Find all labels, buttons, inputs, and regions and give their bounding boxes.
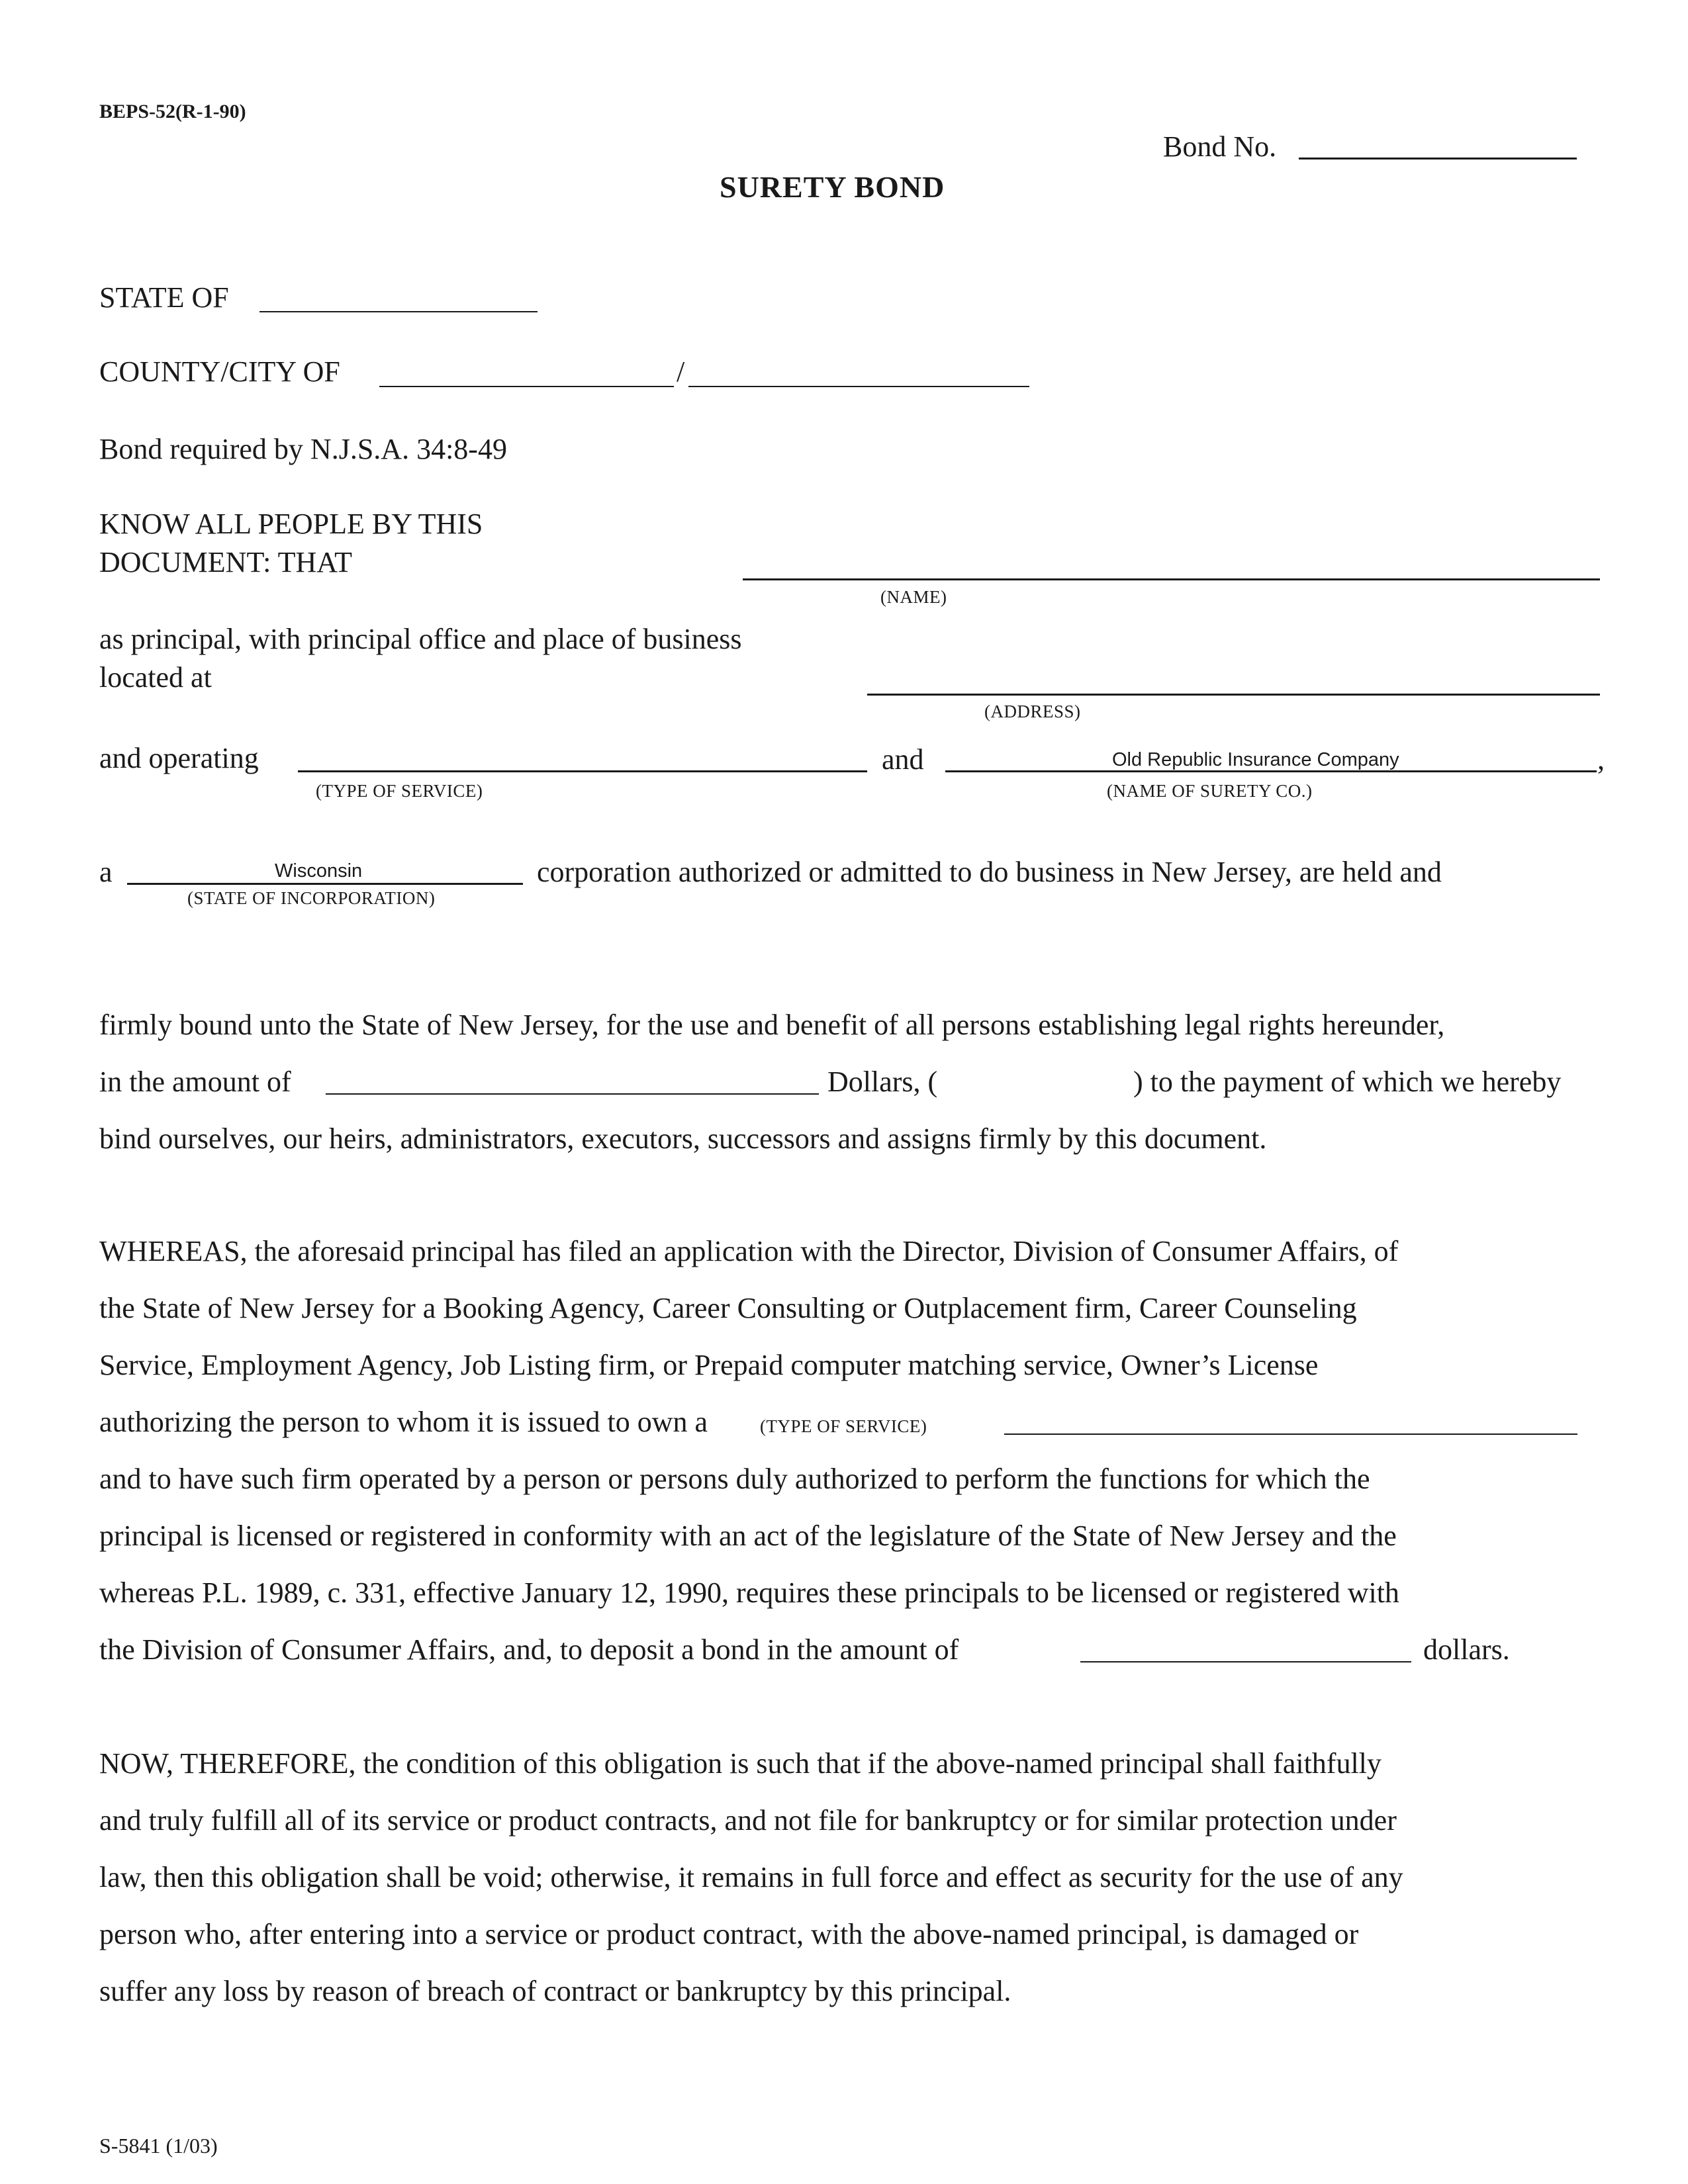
state-label: STATE OF — [99, 281, 229, 314]
para3-line3: law, then this obligation shall be void; otherwise, it remains in full force and effect as security for the use of any — [99, 1861, 1403, 1893]
para3-line1: NOW, THEREFORE, the condition of this obligation is such that if the above-named principal shall faithfully — [99, 1747, 1382, 1780]
para2-line3: Service, Employment Agency, Job Listing firm, or Prepaid computer matching service, Owner’s License — [99, 1349, 1319, 1381]
page-title: SURETY BOND — [720, 170, 945, 204]
license-type-field[interactable] — [1004, 1433, 1577, 1435]
para2-line7: whereas P.L. 1989, c. 331, effective January 12, 1990, requires these principals to be licensed or registered with — [99, 1576, 1399, 1609]
principal-name-field[interactable] — [743, 578, 1600, 580]
type-of-service-caption: (TYPE OF SERVICE) — [316, 781, 483, 801]
para3-line2: and truly fulfill all of its service or product contracts, and not file for bankruptcy or for similar protection under — [99, 1804, 1397, 1837]
know-all-line2: DOCUMENT: THAT — [99, 546, 352, 578]
principal-line2: located at — [99, 661, 212, 694]
para1-line3: bind ourselves, our heirs, administrators, executors, successors and assigns firmly by this document. — [99, 1122, 1267, 1155]
principal-line1: as principal, with principal office and place of business — [99, 623, 742, 655]
para2-line6: principal is licensed or registered in conformity with an act of the legislature of the State of New Jersey and the — [99, 1520, 1397, 1552]
name-caption: (NAME) — [880, 587, 947, 607]
bond-amount-words-field[interactable] — [326, 1093, 819, 1095]
county-label: COUNTY/CITY OF — [99, 355, 340, 388]
state-incorporation-caption: (STATE OF INCORPORATION) — [187, 888, 436, 908]
city-field[interactable] — [688, 386, 1029, 387]
bond-no-field[interactable] — [1299, 158, 1577, 159]
form-code: BEPS-52(R-1-90) — [99, 101, 246, 122]
para2-line5: and to have such firm operated by a person or persons duly authorized to perform the functions for which the — [99, 1463, 1370, 1495]
county-separator: / — [677, 355, 685, 388]
surety-name-value: Old Republic Insurance Company — [1112, 749, 1399, 770]
bond-required-text: Bond required by N.J.S.A. 34:8-49 — [99, 433, 507, 465]
address-caption: (ADDRESS) — [984, 702, 1081, 721]
footer-form-number: S-5841 (1/03) — [99, 2134, 218, 2158]
type-of-service-field[interactable] — [298, 770, 867, 772]
para2-type-of-service-caption: (TYPE OF SERVICE) — [760, 1416, 927, 1436]
principal-address-field[interactable] — [867, 694, 1600, 696]
trailing-comma: , — [1597, 743, 1605, 776]
para1-line2-a: in the amount of — [99, 1066, 291, 1098]
and-label: and — [882, 743, 924, 776]
para2-line4-a: authorizing the person to whom it is issued to own a — [99, 1406, 708, 1438]
a-label: a — [99, 856, 113, 888]
state-field[interactable] — [259, 311, 538, 312]
county-field[interactable] — [379, 386, 674, 387]
know-all-line1: KNOW ALL PEOPLE BY THIS — [99, 508, 483, 540]
operating-label: and operating — [99, 742, 259, 774]
para2-line2: the State of New Jersey for a Booking Agency, Career Consulting or Outplacement firm, Career Counseling — [99, 1292, 1357, 1324]
para1-line1: firmly bound unto the State of New Jersey, for the use and benefit of all persons establishing legal rights hereunder, — [99, 1009, 1445, 1041]
state-incorporation-field[interactable] — [127, 883, 523, 885]
para3-line5: suffer any loss by reason of breach of contract or bankruptcy by this principal. — [99, 1975, 1011, 2007]
surety-name-caption: (NAME OF SURETY CO.) — [1107, 781, 1313, 801]
para1-line2-b: Dollars, ( — [827, 1066, 938, 1098]
para1-line2-c: ) to the payment of which we hereby — [1133, 1066, 1562, 1098]
state-incorporation-value: Wisconsin — [275, 860, 363, 882]
deposit-amount-field[interactable] — [1080, 1661, 1411, 1662]
para2-line8-b: dollars. — [1423, 1633, 1510, 1666]
para2-line1: WHEREAS, the aforesaid principal has filed an application with the Director, Division of Consumer Affairs, of — [99, 1235, 1399, 1267]
bond-no-label: Bond No. — [1163, 130, 1277, 163]
corporation-text: corporation authorized or admitted to do business in New Jersey, are held and — [537, 856, 1442, 888]
para3-line4: person who, after entering into a service or product contract, with the above-named principal, is damaged or — [99, 1918, 1359, 1950]
para2-line8-a: the Division of Consumer Affairs, and, to deposit a bond in the amount of — [99, 1633, 959, 1666]
